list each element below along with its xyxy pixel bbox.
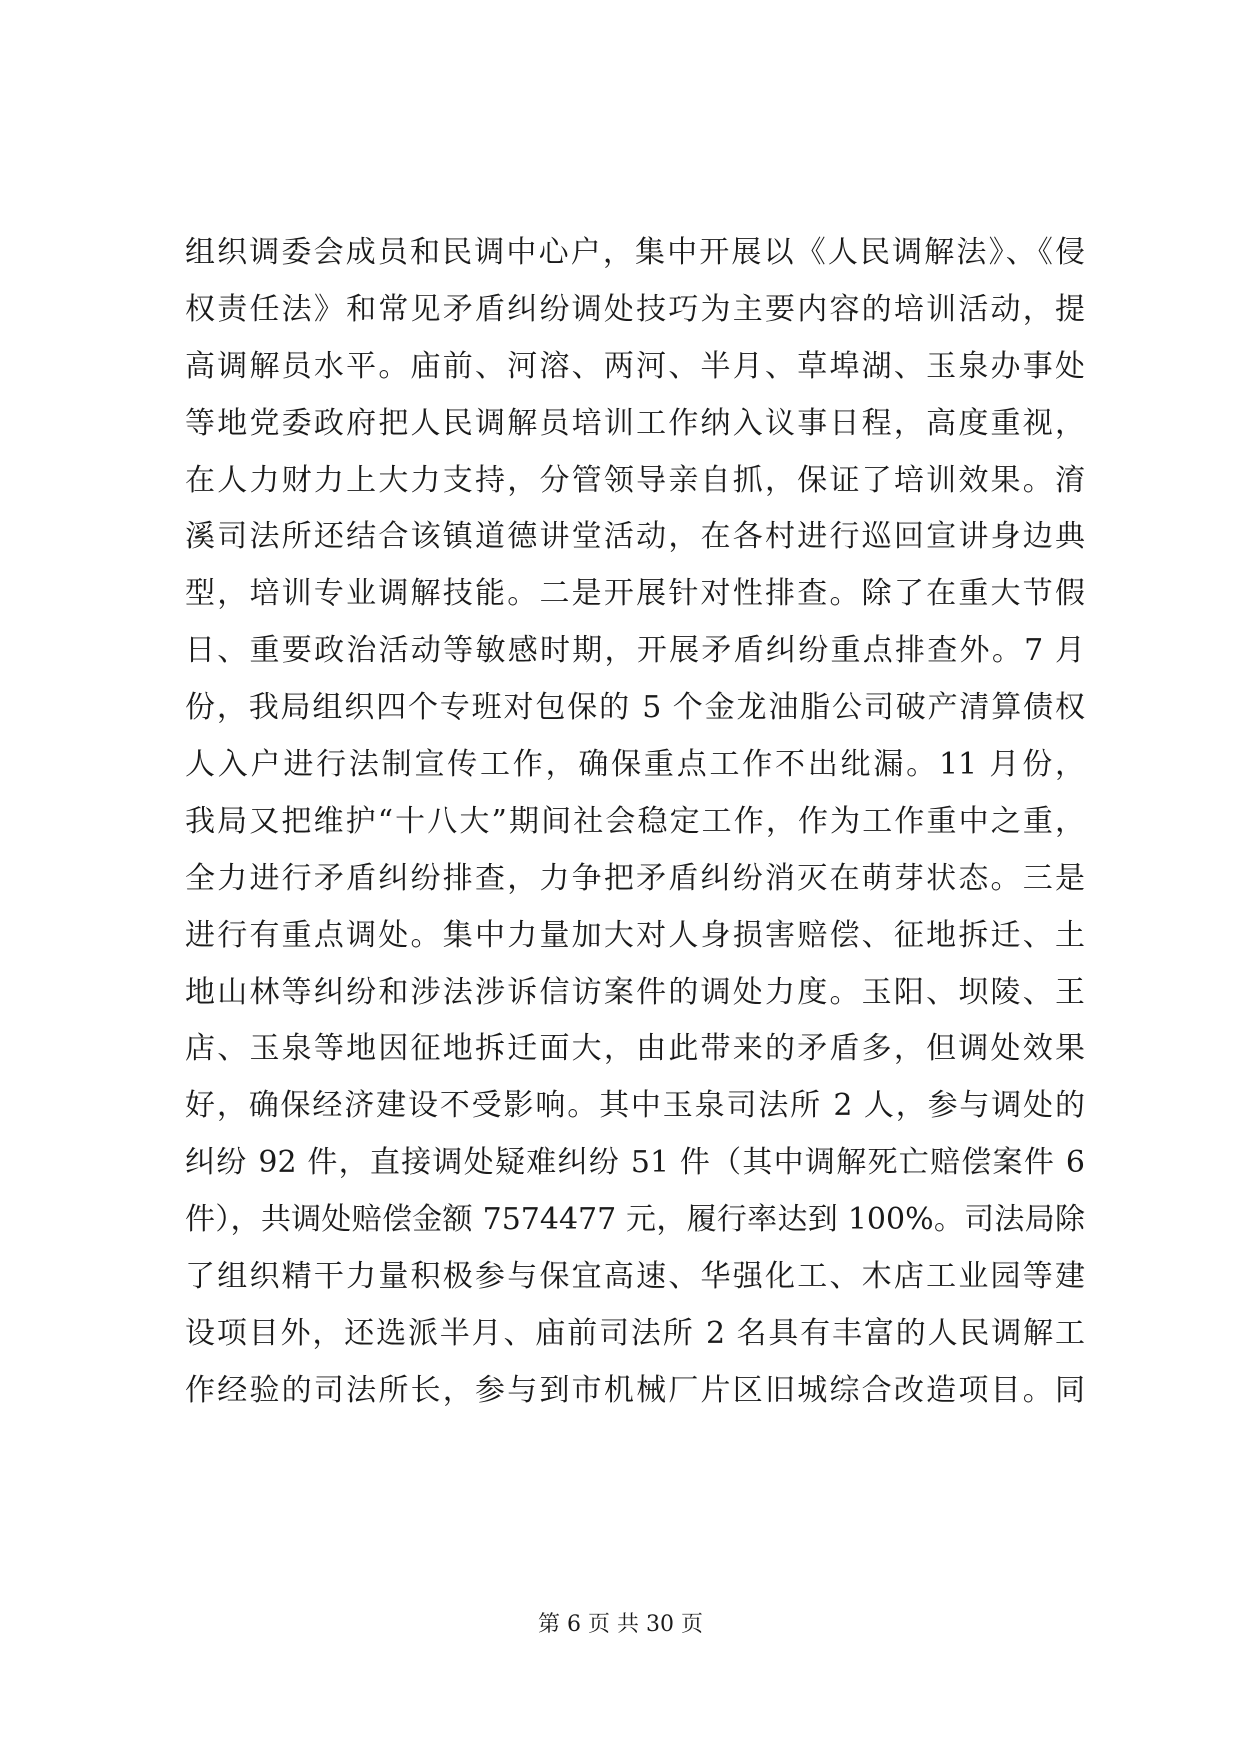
text-line: 了组织精干力量积极参与保宜高速、华强化工、木店工业园等建 [185, 1259, 1085, 1295]
text-line: 我局又把维护“十八大”期间社会稳定工作，作为工作重中之重， [185, 803, 1085, 839]
text-line: 等地党委政府把人民调解员培训工作纳入议事日程，高度重视， [185, 405, 1085, 441]
text-line: 人入户进行法制宣传工作，确保重点工作不出纰漏。11 月份， [185, 747, 1085, 783]
text-line: 权责任法》和常见矛盾纠纷调处技巧为主要内容的培训活动，提 [185, 291, 1085, 327]
text-line: 作经验的司法所长，参与到市机械厂片区旧城综合改造项目。同 [185, 1372, 1085, 1408]
text-line: 全力进行矛盾纠纷排查，力争把矛盾纠纷消灭在萌芽状态。三是 [185, 860, 1085, 896]
text-line: 好，确保经济建设不受影响。其中玉泉司法所 2 人，参与调处的 [185, 1088, 1085, 1124]
text-line: 设项目外，还选派半月、庙前司法所 2 名具有丰富的人民调解工 [185, 1315, 1085, 1351]
text-line: 件），共调处赔偿金额 7574477 元，履行率达到 100%。司法局除 [185, 1202, 1085, 1238]
text-line: 型，培训专业调解技能。二是开展针对性排查。除了在重大节假 [185, 576, 1085, 612]
text-line: 纠纷 92 件，直接调处疑难纠纷 51 件（其中调解死亡赔偿案件 6 [185, 1145, 1085, 1181]
text-line: 组织调委会成员和民调中心户，集中开展以《人民调解法》、《侵 [185, 235, 1085, 270]
text-line: 溪司法所还结合该镇道德讲堂活动，在各村进行巡回宣讲身边典 [185, 519, 1085, 555]
page-number-footer: 第 6 页 共 30 页 [538, 1612, 703, 1637]
text-line: 高调解员水平。庙前、河溶、两河、半月、草埠湖、玉泉办事处 [185, 348, 1085, 384]
text-line: 日、重要政治活动等敏感时期，开展矛盾纠纷重点排查外。7 月 [185, 633, 1085, 669]
text-line: 在人力财力上大力支持，分管领导亲自抓，保证了培训效果。淯 [185, 462, 1085, 498]
text-line: 份，我局组织四个专班对包保的 5 个金龙油脂公司破产清算债权 [185, 690, 1085, 726]
text-line: 店、玉泉等地因征地拆迁面大，由此带来的矛盾多，但调处效果 [185, 1031, 1085, 1067]
body-text [185, 225, 1085, 1420]
text-line: 进行有重点调处。集中力量加大对人身损害赔偿、征地拆迁、土 [185, 917, 1085, 953]
text-line: 地山林等纠纷和涉法涉诉信访案件的调处力度。玉阳、坝陵、王 [185, 974, 1085, 1010]
